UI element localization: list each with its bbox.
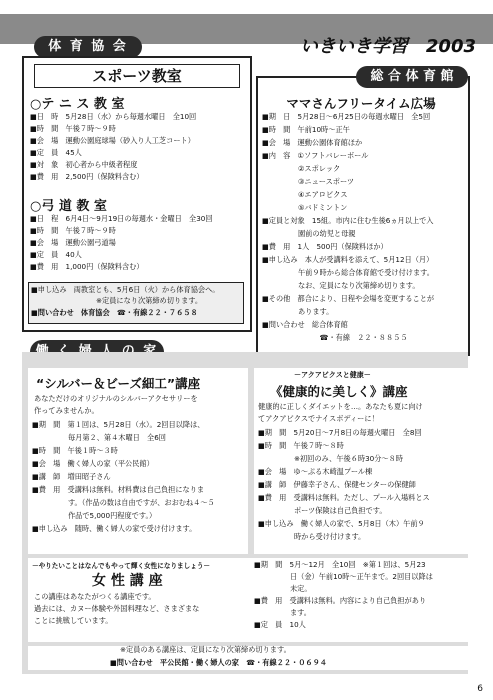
women-intro-line: 過去には、カヌー体験や外国料理など、さまざまな — [34, 604, 200, 613]
gym-detail-line: ■期 日 5月28日～6月25日の毎週水曜日 全5回 — [262, 112, 431, 121]
silver-detail-line: す。（作品の数は自由ですが、おおむね４～５ — [32, 498, 215, 507]
gym-detail-line: ■定員と対象 15組。市内に住む生後6ヵ月以上で入 — [262, 216, 434, 225]
silver-intro-line: あなただけのオリジナルのシルバーアクセサリーを — [34, 394, 198, 403]
tennis-detail-line: ■対 象 初心者から中級者程度 — [30, 160, 138, 169]
kyudo-detail-line: ■費 用 1,000円（保険料含む） — [30, 262, 144, 271]
sports-apply: ■申し込み 両教室とも、5月6日（火）から体育協会へ。 — [31, 285, 220, 294]
sports-title: スポーツ教室 — [34, 64, 240, 88]
gym-detail-line: ■費 用 1人 500円（保険料ほか） — [262, 242, 388, 251]
health-detail-line: ■時 間 午後７時～８時 — [258, 441, 344, 450]
gym-detail-line: ☎・有線 ２２・８８５５ — [262, 333, 408, 342]
page-number: 6 — [477, 684, 483, 694]
health-detail-line: ※初回のみ、午後６時30分～８時 — [258, 454, 403, 463]
women-detail-line: ■費 用 受講料は無料。内容により自己負担があり — [254, 596, 427, 605]
gym-detail-line: ■その他 都合により、日程や会場を変更することが — [262, 294, 435, 303]
silver-detail-line: ■費 用 受講料は無料。材料費は自己負担になりま — [32, 485, 205, 494]
sports-apply-note: ※定員になり次第締め切ります。 — [96, 296, 203, 305]
gym-detail-line: ■問い合わせ 総合体育館 — [262, 320, 348, 329]
health-detail-line: 時から受け付けます。 — [258, 532, 366, 541]
health-title: 《健康的に美しく》講座 — [270, 384, 408, 399]
women-kicker: －やりたいことはなんでもやって輝く女性になりましょう－ — [32, 562, 211, 570]
women-intro-line: ことに挑戦しています。 — [34, 616, 113, 625]
silver-detail-line: ■時 間 午後１時～３時 — [32, 446, 118, 455]
women-detail-line: ■定 員 10人 — [254, 620, 306, 629]
gym-detail-line: ⑤バドミントン — [262, 203, 348, 212]
silver-detail-line: 毎月第２、第４木曜日 全6回 — [32, 433, 166, 442]
silver-detail-line: ■会 場 働く婦人の家（平公民館） — [32, 459, 154, 468]
gym-badge: 総 合 体 育 館 — [356, 66, 468, 88]
health-detail-line: ポーツ保険は自己負担です。 — [258, 506, 387, 515]
silver-title: “シルバー＆ビーズ細工”講座 — [36, 376, 201, 391]
women-detail-line: 日（金）午前10時～正午まで。2回目以降は — [254, 572, 433, 581]
working-contact: ■問い合わせ 平公民館・働く婦人の家 ☎・有線２２・０６９４ — [110, 658, 327, 667]
brand-title: いきいき学習 2003 — [299, 36, 476, 57]
gym-detail-line: ②スポレック — [262, 164, 341, 173]
silver-detail-line: ■講 師 増田昭子さん — [32, 472, 111, 481]
gym-detail-line: ■時 間 午前10時～正午 — [262, 125, 350, 134]
women-detail-line: ■期 間 5月～12月 全10回 ※第１回は、5月23 — [254, 560, 426, 569]
health-detail-line: ■会 場 ゆ～ぷる木崎温プール棟 — [258, 467, 373, 476]
women-intro-line: この講座はあなたがつくる講座です。 — [34, 592, 156, 601]
kyudo-detail-line: ■会 場 運動公園弓道場 — [30, 238, 116, 247]
health-intro-line: 健康的に正しくダイエットを…。あなたも夏に向け — [258, 402, 423, 411]
silver-intro-line: 作ってみませんか。 — [34, 406, 99, 415]
gym-title: ママさんフリータイム広場 — [286, 96, 436, 111]
health-intro-line: てアクアビクスでナイスボディーに！ — [258, 414, 379, 423]
section-badge-sports: 体 育 協 会 — [34, 36, 142, 58]
health-detail-line: ■費 用 受講料は無料。ただし、プール入場料とス — [258, 493, 430, 502]
health-detail-line: ■申し込み 働く婦人の家で、5月8日（木）午前９ — [258, 519, 425, 528]
kyudo-detail-line: ■日 程 6月4日～9月19日の毎週水・金曜日 全30回 — [30, 214, 213, 223]
working-note: ※定員のある講座は、定員になり次第締め切ります。 — [120, 645, 291, 654]
tennis-detail-line: ■会 場 運動公園庭球場（砂入り人工芝コート） — [30, 136, 195, 145]
gym-detail-line: 午前９時から総合体育館で受け付けます。 — [262, 268, 434, 277]
sports-contact: ■問い合わせ 体育協会 ☎・有線２２・７６５８ — [31, 308, 198, 317]
gym-detail-line: ■申し込み 本人が受講料を添えて、5月12日（月） — [262, 255, 434, 264]
gym-detail-line: ■内 容 ①ソフトバレーボール — [262, 151, 369, 160]
kyudo-heading: ○弓 道 教 室 — [30, 199, 107, 214]
gym-detail-line: ③ニュースポーツ — [262, 177, 355, 186]
gym-detail-line: ④エアロビクス — [262, 190, 348, 199]
gym-detail-line: なお、定員になり次第締め切ります。 — [262, 281, 420, 290]
tennis-detail-line: ■時 間 午後７時～９時 — [30, 124, 116, 133]
gym-detail-line: あります。 — [262, 307, 334, 316]
women-detail-line: 未定。 — [254, 584, 312, 593]
kyudo-detail-line: ■定 員 40人 — [30, 250, 82, 259]
health-kicker: －アクアビクスと健康－ — [294, 371, 371, 379]
women-detail-line: ます。 — [254, 608, 311, 617]
tennis-detail-line: ■定 員 45人 — [30, 148, 82, 157]
tennis-detail-line: ■費 用 2,500円（保険料含む） — [30, 172, 144, 181]
gym-detail-line: 園前の幼児と母親 — [262, 229, 356, 238]
health-detail-line: ■期 間 5月20日～7月8日の毎週火曜日 全8回 — [258, 428, 422, 437]
silver-detail-line: ■期 間 第１回は、5月28日（水）。2回目以降は、 — [32, 420, 205, 429]
silver-detail-line: ■申し込み 随時、働く婦人の家で受け付けます。 — [32, 524, 197, 533]
silver-detail-line: 作品で5,000円程度です。） — [32, 511, 157, 520]
women-title: 女 性 講 座 — [92, 573, 163, 589]
kyudo-detail-line: ■時 間 午後７時～９時 — [30, 226, 116, 235]
gym-detail-line: ■会 場 運動公園体育館ほか — [262, 138, 363, 147]
tennis-heading: ○テ ニ ス 教 室 — [30, 97, 125, 112]
tennis-detail-line: ■日 時 5月28日（水）から毎週水曜日 全10回 — [30, 112, 197, 121]
health-detail-line: ■講 師 伊藤幸子さん、保健センターの保健師 — [258, 480, 416, 489]
